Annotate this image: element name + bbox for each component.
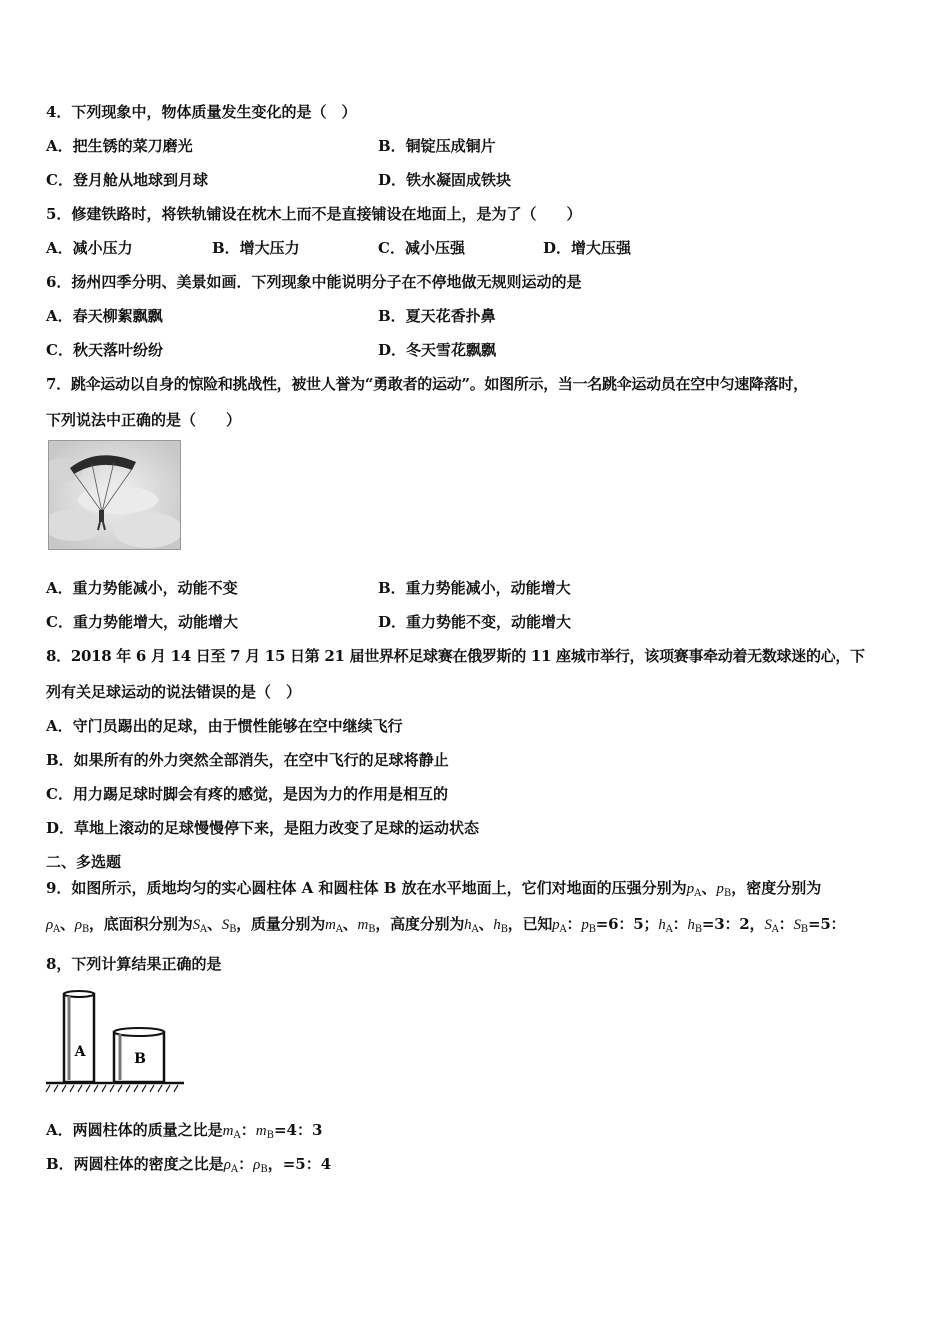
q7-option-d: D．重力势能不变，动能增大 xyxy=(378,613,572,631)
cylinder-a-label: A xyxy=(74,1044,86,1060)
q6-stem: 6．扬州四季分明、美景如画．下列现象中能说明分子在不停地做无规则运动的是 xyxy=(46,273,582,291)
q4-option-d: D．铁水凝固成铁块 xyxy=(378,171,512,189)
q7-option-a: A．重力势能减小，动能不变 xyxy=(46,579,238,597)
q9-stem-line2: $\rho_A$、$\rho_B$，底面积分别为$S_A$、$S_B$，质量分别为$m_A$、$m_B$，高度分别为$h_A$、$h_B$，已知$p_A$：$p_B=6$：5；$h_A$：$h_B=3$：2，$S_A$：$S_B=5$： xyxy=(46,915,846,935)
q4-stem: 4．下列现象中，物体质量发生变化的是（ ） xyxy=(46,103,357,121)
cylinder-b-label: B xyxy=(134,1051,146,1067)
parachutist-photo xyxy=(48,440,181,550)
q5-option-c: C．减小压强 xyxy=(378,239,465,257)
q5-stem: 5．修建铁路时，将铁轨铺设在枕木上而不是直接铺设在地面上，是为了（ ） xyxy=(46,205,582,223)
q5-option-b: B．增大压力 xyxy=(212,239,300,257)
section-heading-multiple-choice: 二、多选题 xyxy=(46,853,122,871)
q4-option-b: B．铜锭压成铜片 xyxy=(378,137,496,155)
q6-option-d: D．冬天雪花飘飘 xyxy=(378,341,497,359)
q9-stem-line1: 9．如图所示，质地均匀的实心圆柱体 A 和圆柱体 B 放在水平地面上，它们对地面的压强分别为$p_A$、$p_B$，密度分别为 xyxy=(46,879,822,899)
q4-option-c: C．登月舱从地球到月球 xyxy=(46,171,208,189)
q9-option-a: A．两圆柱体的质量之比是$m_A$：$m_B=4$：3 xyxy=(46,1121,323,1141)
q9-option-b: B．两圆柱体的密度之比是$\rho_A$：$\rho_B$，=5：4 xyxy=(46,1155,332,1175)
q6-option-a: A．春天柳絮飘飘 xyxy=(46,307,163,325)
q7-option-b: B．重力势能减小，动能增大 xyxy=(378,579,571,597)
q7-stem-line2: 下列说法中正确的是（ ） xyxy=(46,411,242,429)
q8-stem-line2: 列有关足球运动的说法错误的是（ ） xyxy=(46,683,302,701)
q8-option-d: D．草地上滚动的足球慢慢停下来，是阻力改变了足球的运动状态 xyxy=(46,819,480,837)
q6-option-c: C．秋天落叶纷纷 xyxy=(46,341,163,359)
q9-stem-line3: 8，下列计算结果正确的是 xyxy=(46,955,222,973)
q7-option-c: C．重力势能增大，动能增大 xyxy=(46,613,238,631)
cylinders-diagram xyxy=(44,988,186,1096)
q8-option-a: A．守门员踢出的足球，由于惯性能够在空中继续飞行 xyxy=(46,717,403,735)
q8-option-b: B．如果所有的外力突然全部消失，在空中飞行的足球将静止 xyxy=(46,751,449,769)
q4-option-a: A．把生锈的菜刀磨光 xyxy=(46,137,193,155)
q5-option-a: A．减小压力 xyxy=(46,239,133,257)
q8-stem-line1: 8．2018 年 6 月 14 日至 7 月 15 日第 21 届世界杯足球赛在俄罗斯的 11 座城市举行，该项赛事牵动着无数球迷的心，下 xyxy=(46,647,865,665)
q8-option-c: C．用力踢足球时脚会有疼的感觉，是因为力的作用是相互的 xyxy=(46,785,448,803)
q5-option-d: D．增大压强 xyxy=(543,239,632,257)
q6-option-b: B．夏天花香扑鼻 xyxy=(378,307,496,325)
q7-stem-line1: 7．跳伞运动以自身的惊险和挑战性，被世人誉为“勇敢者的运动”。如图所示，当一名跳伞运动员在空中匀速降落时， xyxy=(46,375,808,393)
